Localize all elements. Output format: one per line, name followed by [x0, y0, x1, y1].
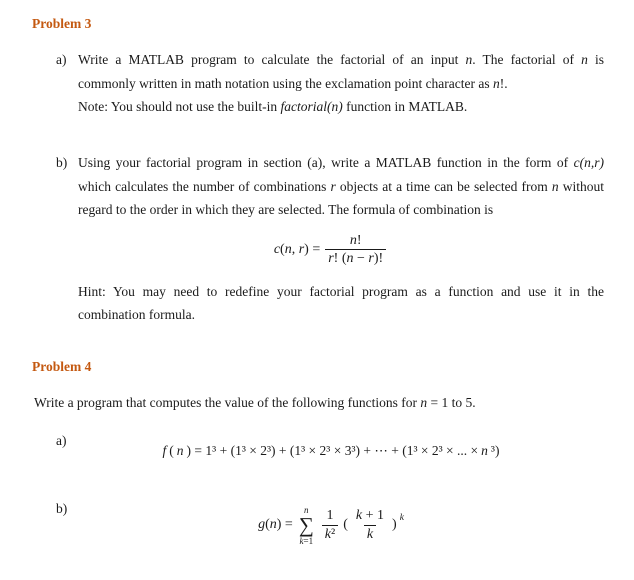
problem3-b-marker: b) — [56, 154, 68, 170]
open-paren: ( — [343, 517, 348, 533]
problem4-b-marker: b) — [56, 500, 68, 516]
k-plus-one-over-k-fraction — [353, 507, 387, 543]
combination-fraction-numerator: n! — [349, 232, 362, 248]
problem3-b-body — [78, 151, 604, 327]
g-of-n-formula — [78, 505, 584, 547]
combination-fraction-denominator: r! (n − r)! — [325, 249, 386, 268]
problem-4-title: Problem 4 — [32, 359, 92, 374]
frac1-denominator: k² — [322, 525, 338, 544]
problem4-item-a — [56, 429, 604, 459]
problem4-intro: Write a program that computes the value of the following functions for n = 1 to 5. — [34, 395, 476, 410]
exponent-k: k — [399, 513, 404, 524]
problem4-b-body — [78, 497, 604, 547]
problem3-a-body — [78, 48, 604, 119]
problem4-a-marker: a) — [56, 432, 67, 448]
problem3-item-a — [56, 48, 604, 119]
problem4-item-b — [56, 497, 604, 547]
problem3-a-note: Note: You should not use the built-in factorial(n) function in MATLAB. — [78, 99, 468, 115]
problem-3-title: Problem 3 — [32, 16, 92, 31]
problem3-item-b — [56, 151, 604, 327]
problem4-a-body — [78, 429, 604, 459]
combination-fraction — [325, 232, 386, 268]
combination-formula — [78, 232, 584, 268]
sigma-symbol: ∑ — [298, 512, 314, 537]
summation-upper-limit: n — [304, 504, 309, 515]
frac1-numerator: 1 — [326, 508, 334, 524]
close-paren: ) — [392, 517, 397, 533]
summation-lower-limit: k=1 — [299, 535, 314, 546]
g-formula-lhs: g(n) = — [258, 517, 293, 533]
problem3-b-hint: Hint: You may need to redefine your factorial program as a function and use it in the combination formula. — [78, 283, 604, 323]
frac2-denominator: k — [364, 525, 376, 544]
problem3-a-text: Write a MATLAB program to calculate the factorial of an input n. The factorial of n is commonly written in math notation using the exclamation point character as n!. — [78, 52, 604, 91]
summation — [299, 505, 314, 547]
frac2-numerator: k + 1 — [355, 508, 385, 524]
combination-formula-lhs: c(n, r) = — [273, 241, 321, 257]
problem3-b-text: Using your factorial program in section (a), write a MATLAB function in the form of c(n,r) which calculates the number of combinations r objects at a time can be selected from n without regard to the order in which they are selected. The formula of combination is — [78, 154, 604, 218]
f-of-n-formula: f ( n ) = 1³ + (1³ × 2³) + (1³ × 2³ × 3³) + ⋯ + (1³ × 2³ × ... × n ³) — [162, 442, 500, 458]
one-over-k-squared-fraction — [322, 507, 338, 543]
problem3-a-marker: a) — [56, 52, 67, 67]
